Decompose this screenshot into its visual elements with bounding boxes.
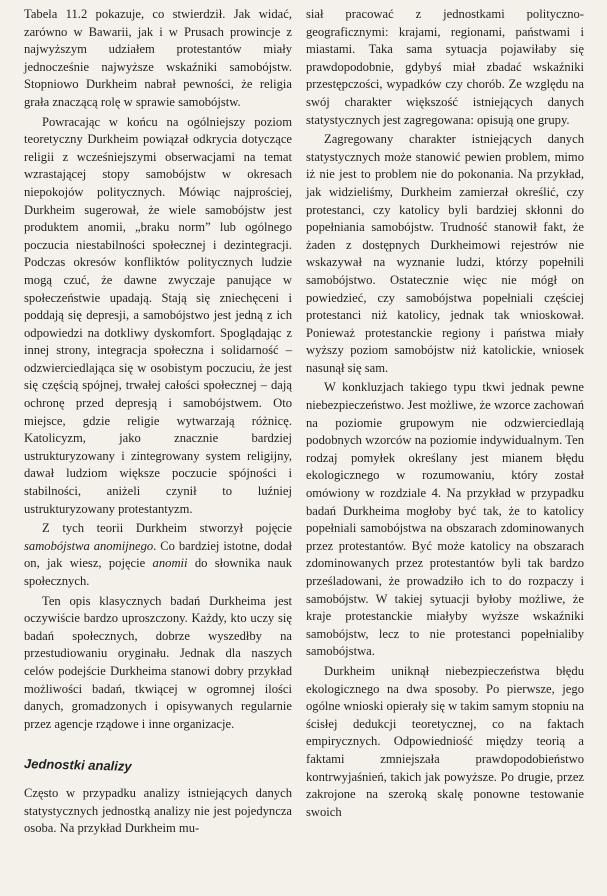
- paragraph: Ten opis klasycznych badań Durkheima jest oczywiście bardzo uproszczony. Każdy, kto uczy się badań społecznych, dobrze wyszedłby na przestudiowaniu oryginału. Jednak dla naszych celów podejście Durkheima stanowi dobry przykład możliwości badań, tkwiącej w ogromnej ilości danych, gromadzonych i opisywanych regularnie przez agencje rządowe i inne organizacje.: [24, 593, 292, 731]
- italic-term: samobójstwa anomijnego: [24, 538, 154, 553]
- paragraph: Powracając w końcu na ogólniejszy poziom teoretyczny Durkheim powiązał odkrycia dotyczące religii z wcześniejszymi obserwacjami na temat wzrastającej stopy samobójstw w okresach niepokojów politycznych. Mówiąc najprościej, Durkheim sugerował, że wiele samobójstw jest produktem anomii, „braku norm” lub ogólnego poczucia niestabilności społecznej i dezintegracji. Podczas okresów konfliktów politycznych ludzie mogą czuć, że dawne zwyczaje panujące w społeczeństwie upadają. Stają się zniechęceni i poddają się depresji, a samobójstwo jest jedną z ich odpowiedzi na dotkliwy dyskomfort. Spoglądając z innej strony, integracja społeczna i solidarność – odzwierciedlająca się w osobistym poczuciu, że jest się częścią spójnej, trwałej całości społecznej – dają ochronę przed depresją i samobójstwem. Oto miejsce, gdzie religie wytwarzają różnicę. Katolicyzm, jako znacznie bardziej ustrukturyzowany i zintegrowany system religijny, dawał ludziom większe poczucie spójności i stabilności, aniżeli czynił to luźniej ustrukturyzowany protestantyzm.: [24, 114, 292, 516]
- paragraph: Zagregowany charakter istniejących danych statystycznych może stanowić pewien problem, mimo iż nie jest to problem nie do pokonania. Na przykład, jak widzieliśmy, Durkheim zamierzał określić, czy protestanci, czy katolicy byli bardziej skłonni do popełniania samobójstw. Trudność stanowił fakt, że żaden z dostępnych Durkheimowi rejestrów nie wskazywał na wyznanie ludzi, którzy popełnili samobójstwo. Ostatecznie więc nie mógł on powiedzieć, czy samobójstwa popełniali częściej protestanci niż katolicy, jednak tak wnioskował. Ponieważ protestanckie regiony i państwa miały wyższy poziom samobójstw niż katolickie, wniosek nasunął się sam.: [306, 132, 584, 375]
- left-column: [24, 6, 292, 838]
- text-run: do słownika nauk społecznych.: [24, 556, 293, 588]
- paragraph: W konkluzjach takiego typu tkwi jednak pewne niebezpieczeństwo. Jest możliwe, że wzorce zachowań na poziomie grupowym nie odzwierciedlają podobnych wzorców na poziomie indywidualnym. Ten rodzaj pomyłek określany jest mianem błędu ekologicznego w rozumowaniu, który został omówiony w rozdziale 4. Na przykład w przypadku badań Durkheima mogłoby być tak, że to katolicy popełniali samobójstwa na obszarach zdominowanych przez protestantów. Być może katolicy na obszarach zdominowanych przez protestantów byli tak bardzo prześladowani, że prowadziło ich to do rozpaczy i samobójstw. W takiej sytuacji byłoby możliwe, że kraje protestanckie miałyby wyższe wskaźniki samobójstw, lecz to nie protestanci popełnialiby samobójstwa.: [306, 380, 584, 659]
- section-heading: Jednostki analizy: [23, 756, 132, 775]
- paragraph: Durkheim uniknął niebezpieczeństwa błędu ekologicznego na dwa sposoby. Po pierwsze, jego ogólne wnioski opierały się w takim samym stopniu na ścisłej dedukcji teoretycznej, co na faktach empirycznych. Odpowiedniość między teorią a faktami zmniejszała prawdopodobieństwo kontrwyjaśnień, takich jak powyższe. Po drugie, przez zakrojone na szeroką skalę ponowne testowanie swoich: [306, 663, 584, 819]
- text-run: Z tych teorii Durkheim stworzył pojęcie: [42, 521, 292, 536]
- italic-term: anomii: [152, 556, 188, 571]
- paragraph: Tabela 11.2 pokazuje, co stwierdził. Jak widać, zarówno w Bawarii, jak i w Prusach prowincje z najwyższym udziałem protestantów miały jednocześnie najwyższe wskaźniki samobójstw. Stopniowo Durkheim nabrał pewności, że religia grała znaczącą rolę w sprawie samobójstw.: [24, 7, 292, 109]
- right-column: [306, 6, 584, 821]
- text-run: . Co bardziej istotne, dodał on, jak wiesz, pojęcie: [24, 538, 292, 571]
- paragraph: [24, 520, 292, 590]
- paragraph: Często w przypadku analizy istniejących danych statystycznych jednostką analizy nie jest pojedyncza osoba. Na przykład Durkheim mu-: [24, 785, 292, 836]
- paragraph: siał pracować z jednostkami polityczno-geograficznymi: krajami, regionami, państwami i miastami. Taka sama sytuacja pojawiłaby się prawdopodobnie, gdybyś miał zbadać wskaźniki przestępczości, wypadków czy chorób. Ze względu na swój charakter większość istniejących danych statystycznych jest zagregowana: opisują one grupy.: [306, 7, 584, 127]
